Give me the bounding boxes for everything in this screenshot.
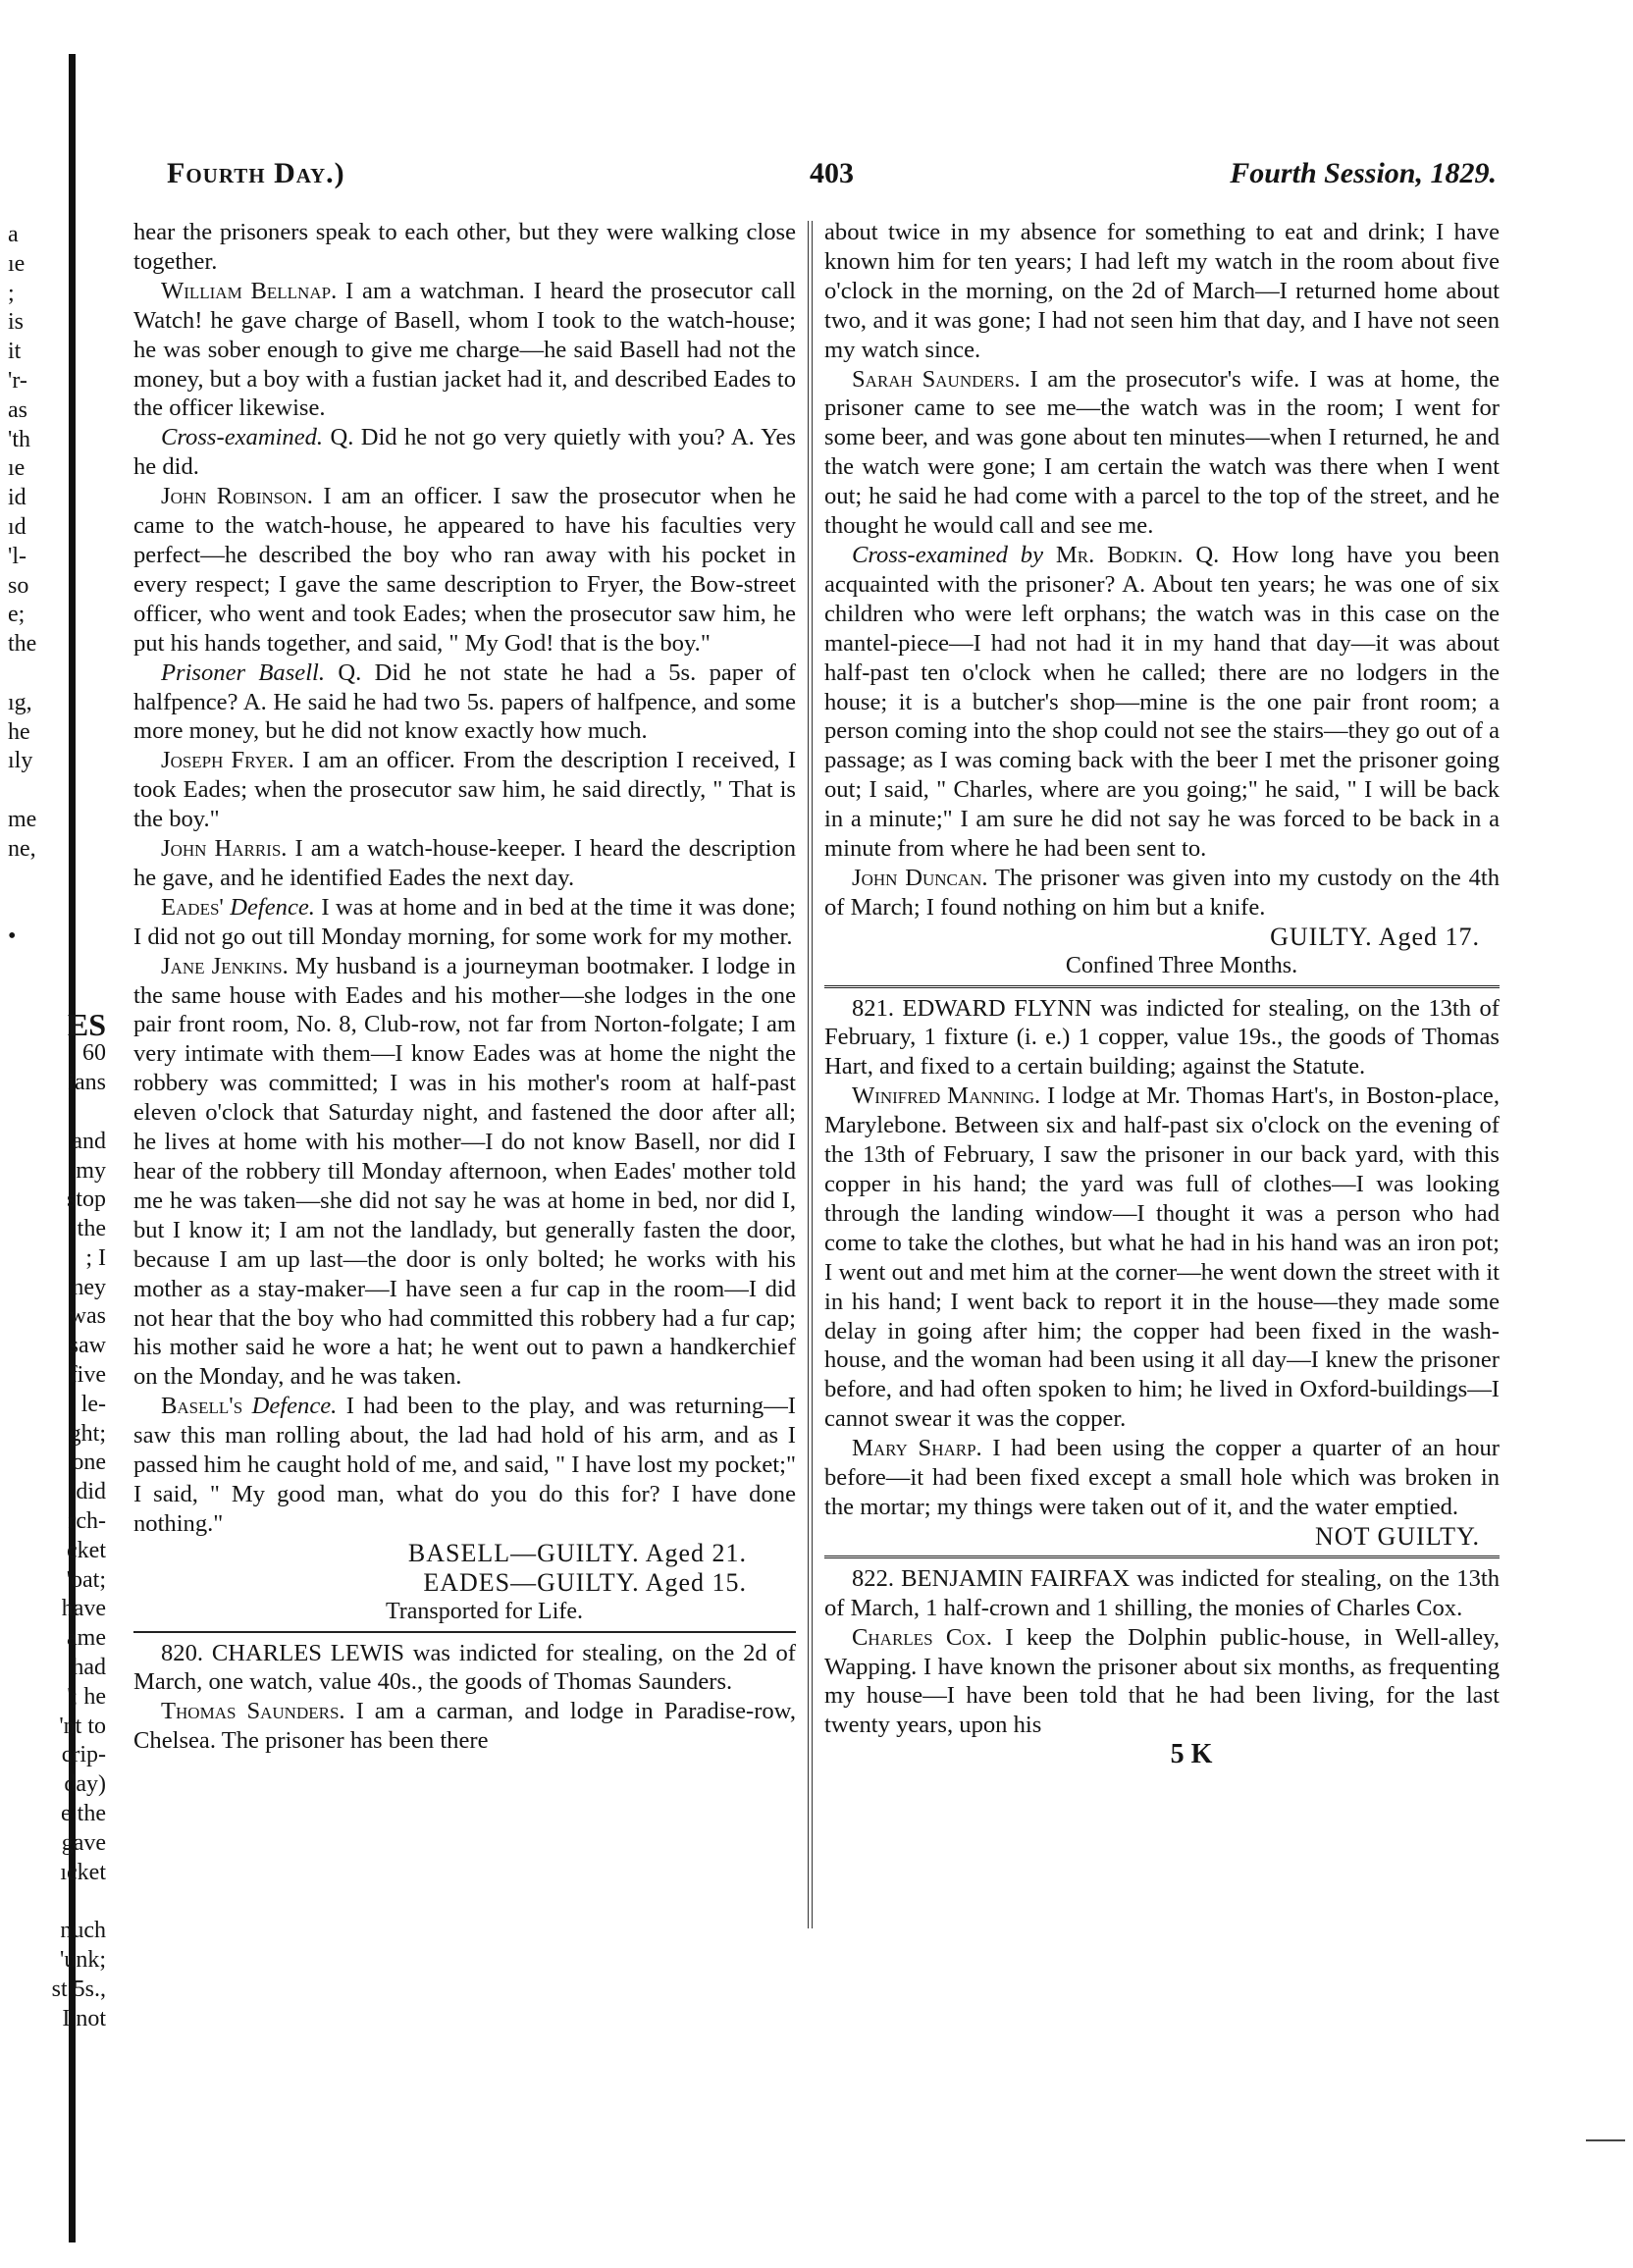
margin-fragment [8,981,106,1011]
testimony [133,952,796,1393]
margin-fragment: le- [80,1391,106,1417]
running-head-left: Fourth Day.) [167,157,345,189]
margin-fragment: stop [66,1187,106,1213]
margin-fragment: did [76,1479,106,1505]
margin-fragment: 60 [82,1040,106,1067]
testimony-text: I am a watch-house-keeper. I heard the description he gave, and he identified Eades the next day. [133,835,797,891]
previous-page-margin [8,221,106,2033]
margin-fragment: it [8,339,22,365]
testimony-text: My husband is a journeyman bootmaker. I lodge in the same house with Eades and his mother—she lodges in the one pair front room, No. 8, Club-row, not far from Norton-folgate; I am very intimate with them—I know Eades was at home the night the robbery was committed; I was in his mother's room at half-past eleven o'clock that Saturday night, and fastened the door after all; he lives at home with his mother—I do not know Basell, nor did I hear of the robbery till Monday afternoon, when Eades' mother told me he was taken—she did not say he was at home in bed, nor did I, but I know it; I am not the landlady, but generally fasten the door, because I am up last—the door is only bolted; he works with his mother as a stay-maker—I have seen a fur cap in the room—I did not hear that the boy who had committed this robbery had a fur cap; his mother said he wore a hat; he went out to pawn a handkerchief on the Monday, and he was taken. [133,952,796,1391]
witness-name: Eades' [161,893,224,921]
margin-fragment: me [8,806,37,832]
testimony [133,834,796,893]
page-header [167,157,1497,196]
margin-fragment: 'oat; [66,1566,106,1593]
testimony [133,423,796,482]
testimony-text: Q. How long have you been acquainted with the prisoner? A. About ten years; he was one of six children who were left orphans; the watch was in this case on the mantel-piece—I had not had it in my hand that day—it was about half-past ten o'clock when he called; there are no lodgers in the house; it is a butcher's shop—mine is the one pair front room; a person coming into the shop could not see the stairs—they go out of a passage; as I was coming back with the beer I met the prisoner going out; I said, " Charles, where are you going;" he said, " I will be back in a minute;" I am sure he did not say he was forced to be back in a minute from where he had been sent to. [824,541,1500,863]
margin-fragment: ıe [8,250,26,277]
paragraph: hear the prisoners speak to each other, but they were walking close together. [133,219,796,275]
testimony [824,1081,1500,1434]
margin-fragment [8,865,106,894]
margin-fragment: I not [62,2005,106,2031]
testimony [133,659,796,747]
testimony [133,746,796,834]
margin-fragment: ne, [8,835,36,862]
margin-fragment: e; [8,602,26,628]
margin-fragment [8,776,106,806]
margin-fragment: ame [67,1625,106,1652]
testimony-text: I lodge at Mr. Thomas Hart's, in Boston-place, Marylebone. Between six and half-past six o'clock on the evening of the 13th of February, I saw the prisoner in our back yard, with this copper in his hand; the yard was full of clothes—I was looking through the landing window—I thought it was a person who had come to take the clothes, but what he had in his hand was an iron pot; I went out and met him at the corner—he went down the street with it in his hand; I went back to report it in the house—they made some delay in going after him; the copper had been fixed in the wash-house, and the woman had been using it all day—I knew the prisoner before, and had often spoken to him; he lived in Oxford-buildings—I cannot swear it was the copper. [824,1082,1500,1433]
case-heading: 820. CHARLES LEWIS was indicted for stealing, on the 2d of March, one watch, value 40s., the goods of Thomas Saunders. [133,1639,796,1696]
section-label: Prisoner Basell. [161,659,326,686]
margin-fragment: five [69,1362,106,1389]
margin-fragment [8,1887,106,1917]
margin-fragment: so [8,572,29,599]
margin-fragment: 'th [8,426,30,452]
case-divider [824,1556,1500,1558]
margin-fragment: was [69,1303,106,1330]
testimony [133,893,796,952]
section-label: Defence. [230,893,315,921]
margin-fragment: ney [72,1274,106,1300]
testimony-text: Q. Did he not go very quietly with you? A. Yes he did. [133,424,796,481]
margin-fragment: ES [67,1010,106,1040]
sentence: Transported for Life. [385,1598,584,1624]
testimony-text: Q. Did he not state he had a 5s. paper of halfpence? A. He said he had two 5s. papers of halfpence, and some more money, but he did not know exactly how much. [133,659,797,745]
witness-name: Winifred Manning. [852,1082,1041,1110]
testimony [824,864,1500,923]
case-divider [824,985,1500,988]
left-column [133,218,796,1756]
margin-fragment: rch- [68,1508,106,1535]
testimony [133,482,796,658]
sentence: Confined Three Months. [1065,952,1298,978]
testimony-text: I am an officer. I saw the prosecutor when he came to the watch-house, he appeared to have his faculties very perfect—he described the boy who ran away with his pocket in every respect; I gave the same description to Fryer, the Bow-street officer, who went and took Eades; when the prosecutor saw him, he put his hands together, and said, " My God! that is the boy." [133,483,796,657]
margin-fragment: ght; [69,1420,106,1447]
margin-fragment: as [8,396,27,423]
counsel-name: Mr. Bodkin. [1055,541,1184,568]
margin-fragment [8,952,106,981]
margin-fragment: crip- [61,1742,106,1768]
testimony [824,365,1500,541]
margin-fragment: id [8,485,26,511]
margin-fragment: 'r- [8,367,27,394]
margin-fragment: ians [68,1070,106,1096]
testimony-text: I had been using the copper a quarter of an hour before—it had been fixed except a small hole which was broken in the mortar; my things were taken out of it, and the water emptied. [824,1435,1500,1520]
witness-name: Mary Sharp. [852,1435,982,1462]
testimony-text: I am a carman, and lodge in Paradise-row, Chelsea. The prisoner has been there [133,1698,796,1755]
margin-fragment: gave [61,1829,106,1856]
margin-fragment: ıly [8,748,33,774]
case-heading: 821. EDWARD FLYNN was indicted for stealing, on the 13th of February, 1 fixture (i. e.) 1 copper, value 19s., the goods of Thomas Hart, and fixed to a certain building; against the Statute. [824,994,1500,1081]
margin-fragment: nuch [60,1918,106,1944]
testimony-text: I am a watchman. I heard the prosecutor call Watch! he gave charge of Basell, whom I took to the watch-house; he was sober enough to give me charge—he said Basell had not the money, but a boy with a fustian jacket had it, and described Eades to the officer likewise. [133,277,796,422]
witness-name: Sarah Saunders. [852,365,1021,393]
testimony-text: I am the prosecutor's wife. I was at home, the prisoner came to see me—the watch was in the room; I went for some beer, and was gone about ten minutes—when I returned, he and the watch were gone; I am certain the watch was there when I went out; he said he had come with a parcel to the top of the street, and he thought he would call and see me. [824,365,1500,540]
column-divider [808,221,813,1928]
margin-rule [1586,2139,1625,2141]
witness-name: Charles Cox. [852,1623,992,1651]
witness-name: John Duncan. [852,864,988,891]
margin-fragment: ıcket [60,1859,106,1885]
case-heading: 822. BENJAMIN FAIRFAX was indicted for stealing, on the 13th of March, 1 half-crown and 1 shilling, the monies of Charles Cox. [824,1564,1500,1621]
testimony [133,1392,796,1539]
margin-fragment [8,659,106,689]
signature-mark: 5 K [1170,1739,1213,1770]
margin-fragment: have [61,1596,106,1622]
testimony-text: I keep the Dolphin public-house, in Well-alley, Wapping. I have known the prisoner about six months, as frequenting my house—I have been told that he had been living, for the last twenty years, upon his [824,1623,1500,1739]
margin-fragment: one [72,1450,106,1476]
margin-fragment [8,893,106,923]
margin-fragment: the [8,631,37,658]
margin-fragment: ıd [8,513,26,540]
margin-fragment: day) [64,1771,106,1798]
margin-fragment: • [8,923,17,950]
section-label: Cross-examined. [161,424,324,451]
margin-fragment: ıg, [8,689,32,715]
section-label: Cross-examined by [852,541,1044,568]
testimony [133,1697,796,1756]
margin-fragment: had [72,1655,106,1681]
witness-name: Thomas Saunders. [161,1698,345,1725]
verdict: NOT GUILTY. [1315,1521,1480,1551]
verdict: GUILTY. Aged 17. [1270,922,1480,951]
margin-fragment: cket [67,1537,106,1563]
witness-name: Jane Jenkins. [161,952,289,979]
margin-fragment: he [8,718,30,745]
margin-fragment: and [72,1128,106,1154]
margin-fragment: 'nt to [59,1713,106,1739]
running-head-right: Fourth Session, 1829. [1230,157,1497,189]
testimony-text: I am an officer. From the description I received, I took Eades; when the prosecutor saw him, he said directly, " That is the boy." [133,747,797,833]
paragraph: about twice in my absence for something to eat and drink; I have known him for ten years; I had left my watch in the room about five o'clock in the morning, on the 2d of March—I returned home about two, and it was gone; I had not seen him that day, and I have not seen my watch since. [824,219,1500,363]
testimony-text: I had been to the play, and was returning—I saw this man rolling about, the lad had hold of his arm, and as I passed him he caught hold of me, and said, " I have lost my pocket;" I said, " My good man, what do you do this for? I have done nothing." [133,1393,796,1537]
witness-name: John Harris. [161,835,288,863]
testimony [824,1623,1500,1741]
margin-fragment: ; [8,280,15,306]
margin-fragment: e the [61,1801,106,1827]
margin-fragment: '; he [67,1683,106,1710]
margin-fragment: the [77,1216,106,1242]
testimony-text: The prisoner was given into my custody on the 4th of March; I found nothing on him but a knife. [824,864,1501,921]
verdict: EADES—GUILTY. Aged 15. [423,1567,747,1597]
witness-name: Joseph Fryer. [161,747,294,774]
testimony [133,277,796,424]
right-column [824,218,1500,1769]
margin-fragment: 'l- [8,543,26,569]
testimony [824,1434,1500,1522]
margin-fragment: my [76,1157,106,1184]
witness-name: William Bellnap. [161,277,338,304]
case-divider [133,1631,796,1633]
margin-fragment: ; I [85,1244,106,1271]
witness-name: Basell's [161,1393,243,1420]
testimony-text: I was at home and in bed at the time it was done; I did not go out till Monday morning, for some work for my mother. [133,893,796,950]
verdict: BASELL—GUILTY. Aged 21. [407,1538,747,1567]
section-label: Defence. [251,1393,338,1420]
margin-fragment: saw [69,1333,106,1359]
margin-fragment: st 5s., [51,1976,106,2002]
testimony [824,541,1500,864]
margin-fragment: a [8,222,19,247]
margin-fragment: ıe [8,455,26,482]
page-number: 403 [810,157,854,189]
margin-fragment: is [8,309,25,336]
margin-fragment: 'unk; [60,1947,106,1974]
margin-fragment [8,1098,106,1128]
witness-name: John Robinson. [161,483,313,510]
